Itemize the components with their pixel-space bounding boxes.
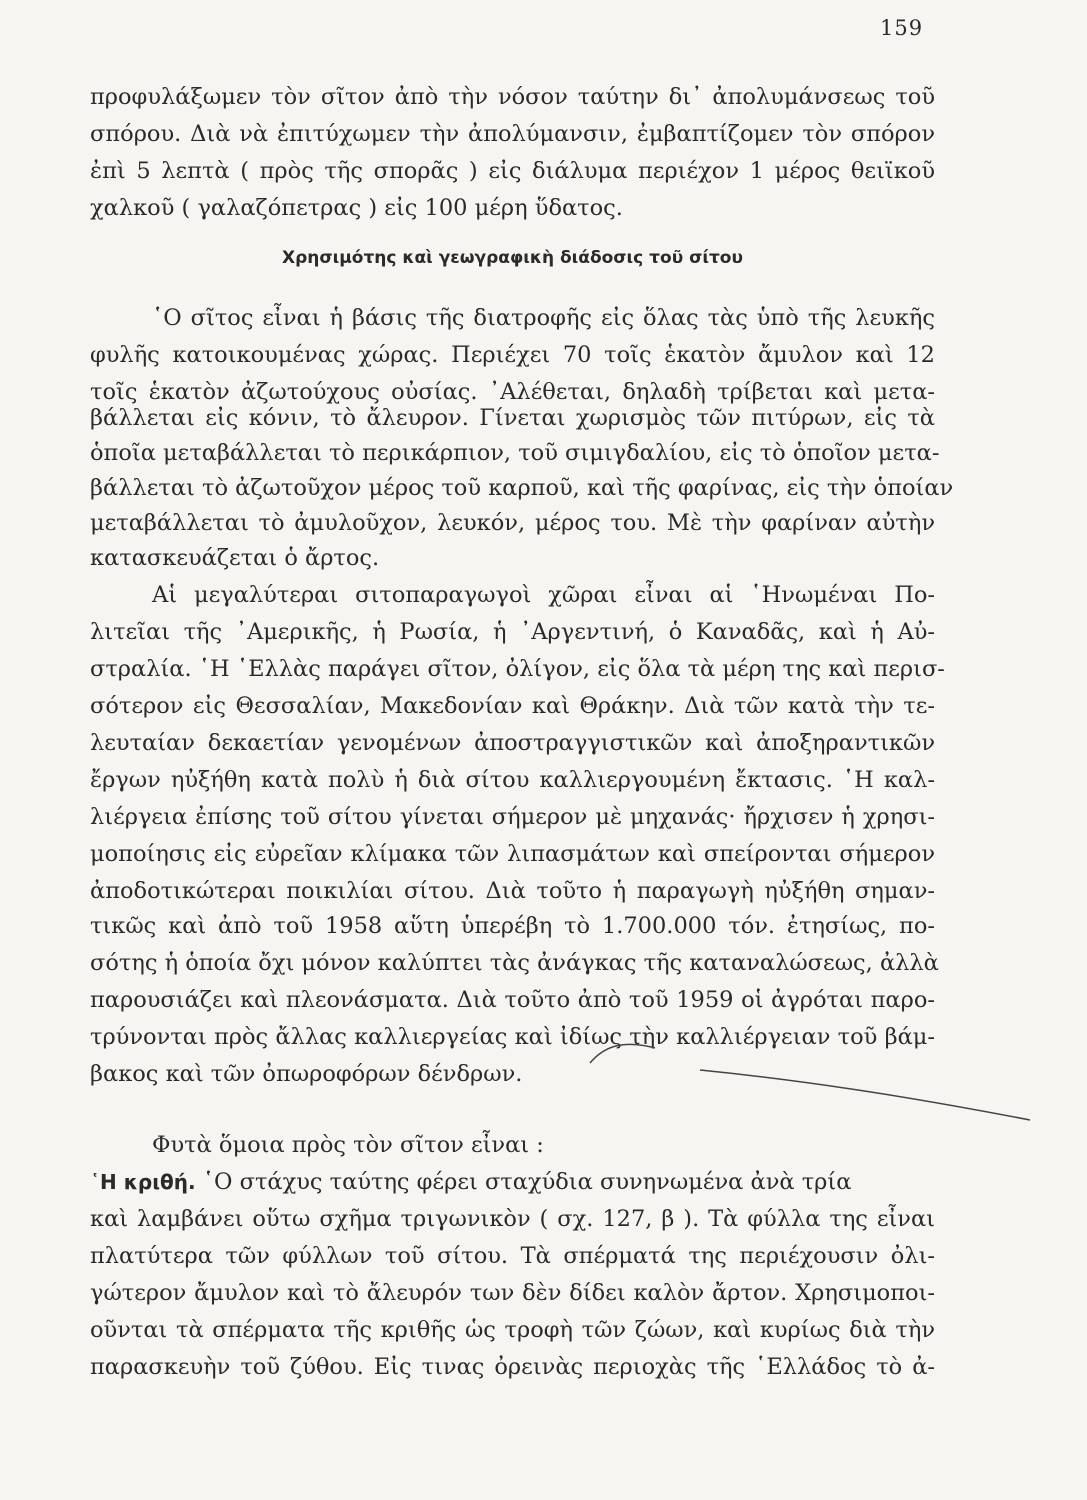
term-barley: ῾Η κριθή.: [90, 1170, 196, 1194]
text-line: βακος καὶ τῶν ὀπωροφόρων δένδρων.: [90, 1061, 523, 1087]
text-line: ἐπὶ 5 λεπτὰ ( πρὸς τῆς σπορᾶς ) εἰς διάλυμα περιέχον 1 μέρος θειϊκοῦ: [90, 158, 935, 184]
text-line: βάλλεται εἰς κόνιν, τὸ ἄλευρον. Γίνεται χωρισμὸς τῶν πιτύρων, εἰς τὰ: [90, 405, 935, 431]
text-line: ἀποδοτικώτεραι ποικιλίαι σίτου. Διὰ τοῦτο ἡ παραγωγὴ ηὐξήθη σημαν-: [90, 878, 935, 904]
text-line: μοποίησις εἰς εὐρεῖαν κλίμακα τῶν λιπασμάτων καὶ σπείρονται σήμερον: [90, 841, 935, 867]
page-number: 159: [880, 16, 924, 40]
text-line: [90, 1167, 935, 1197]
text-line: καὶ λαμβάνει οὕτω σχῆμα τριγωνικὸν ( σχ. 127, β ). Τὰ φύλλα της εἶναι: [90, 1206, 935, 1232]
text-line: βάλλεται τὸ ἀζωτοῦχον μέρος τοῦ καρποῦ, καὶ τῆς φαρίνας, εἰς τὴν ὁποίαν: [90, 475, 954, 501]
text-line: Αἱ μεγαλύτεραι σιτοπαραγωγοὶ χῶραι εἶναι αἱ ῾Ηνωμέναι Πο-: [152, 582, 935, 608]
text-line: μεταβάλλεται τὸ ἀμυλοῦχον, λευκόν, μέρος του. Μὲ τὴν φαρίναν αὐτὴν: [90, 510, 935, 536]
text-line: οῦνται τὰ σπέρματα τῆς κριθῆς ὡς τροφὴ τῶν ζώων, καὶ κυρίως διὰ τὴν: [90, 1317, 935, 1343]
text-line: ῾Ο σῖτος εἶναι ἡ βάσις τῆς διατροφῆς εἰς ὅλας τὰς ὑπὸ τῆς λευκῆς: [152, 305, 935, 331]
text-line: ὁποῖα μεταβάλλεται τὸ περικάρπιον, τοῦ σιμιγδαλίου, εἰς τὸ ὁποῖον μετα-: [90, 440, 940, 466]
text-line: στραλία. ῾Η ῾Ελλὰς παράγει σῖτον, ὀλίγον, εἰς ὅλα τὰ μέρη της καὶ περισ-: [90, 656, 945, 682]
text-line: λιτεῖαι τῆς ᾿Αμερικῆς, ἡ Ρωσία, ἡ ᾿Αργεντινή, ὁ Καναδᾶς, καὶ ἡ Αὐ-: [90, 619, 935, 645]
text-line: χαλκοῦ ( γαλαζόπετρας ) εἰς 100 μέρη ὕδατος.: [90, 195, 623, 221]
text-line: τοῖς ἑκατὸν ἀζωτούχους οὐσίας. ᾿Αλέθεται, δηλαδὴ τρίβεται καὶ μετα-: [90, 379, 935, 405]
text-line: σότης ἡ ὁποία ὄχι μόνον καλύπτει τὰς ἀνάγκας τῆς καταναλώσεως, ἀλλὰ: [90, 950, 939, 976]
text-line: σπόρου. Διὰ νὰ ἐπιτύχωμεν τὴν ἀπολύμανσιν, ἐμβαπτίζομεν τὸν σπόρον: [90, 121, 935, 147]
text-line: παρουσιάζει καὶ πλεονάσματα. Διὰ τοῦτο ἀπὸ τοῦ 1959 οἱ ἀγρόται παρο-: [90, 987, 935, 1013]
text-line: ἔργων ηὐξήθη κατὰ πολὺ ἡ διὰ σίτου καλλιεργουμένη ἔκτασις. ῾Η καλ-: [90, 767, 935, 793]
text-line: πλατύτερα τῶν φύλλων τοῦ σίτου. Τὰ σπέρματά της περιέχουσιν ὀλι-: [90, 1243, 935, 1269]
text-line: γώτερον ἄμυλον καὶ τὸ ἄλευρόν των δὲν δίδει καλὸν ἄρτον. Χρησιμοποι-: [90, 1280, 935, 1306]
text-span: ῾Ο στάχυς ταύτης φέρει σταχύδια συνηνωμένα ἀνὰ τρία: [195, 1169, 852, 1195]
text-line: παρασκευὴν τοῦ ζύθου. Εἰς τινας ὀρεινὰς περιοχὰς τῆς ῾Ελλάδος τὸ ἀ-: [90, 1354, 935, 1380]
text-line: προφυλάξωμεν τὸν σῖτον ἀπὸ τὴν νόσον ταύτην δι᾽ ἀπολυμάνσεως τοῦ: [90, 84, 935, 110]
text-line: φυλῆς κατοικουμένας χώρας. Περιέχει 70 τοῖς ἑκατὸν ἄμυλον καὶ 12: [90, 342, 935, 368]
text-line: τρύνονται πρὸς ἄλλας καλλιεργείας καὶ ἰδίως τὴν καλλιέργειαν τοῦ βάμ-: [90, 1024, 935, 1050]
text-line: λιέργεια ἐπίσης τοῦ σίτου γίνεται σήμερον μὲ μηχανάς· ἤρχισεν ἡ χρησι-: [90, 804, 935, 830]
text-line: σότερον εἰς Θεσσαλίαν, Μακεδονίαν καὶ Θράκην. Διὰ τῶν κατὰ τὴν τε-: [90, 693, 935, 719]
text-line: λευταίαν δεκαετίαν γενομένων ἀποστραγγιστικῶν καὶ ἀποξηραντικῶν: [90, 730, 935, 756]
text-line: Φυτὰ ὅμοια πρὸς τὸν σῖτον εἶναι :: [152, 1132, 544, 1158]
section-heading: Χρησιμότης καὶ γεωγραφικὴ διάδοσις τοῦ σίτου: [282, 248, 743, 268]
text-line: κατασκευάζεται ὁ ἄρτος.: [90, 545, 380, 571]
text-line: τικῶς καὶ ἀπὸ τοῦ 1958 αὕτη ὑπερέβη τὸ 1.700.000 τόν. ἐτησίως, πο-: [90, 913, 935, 939]
